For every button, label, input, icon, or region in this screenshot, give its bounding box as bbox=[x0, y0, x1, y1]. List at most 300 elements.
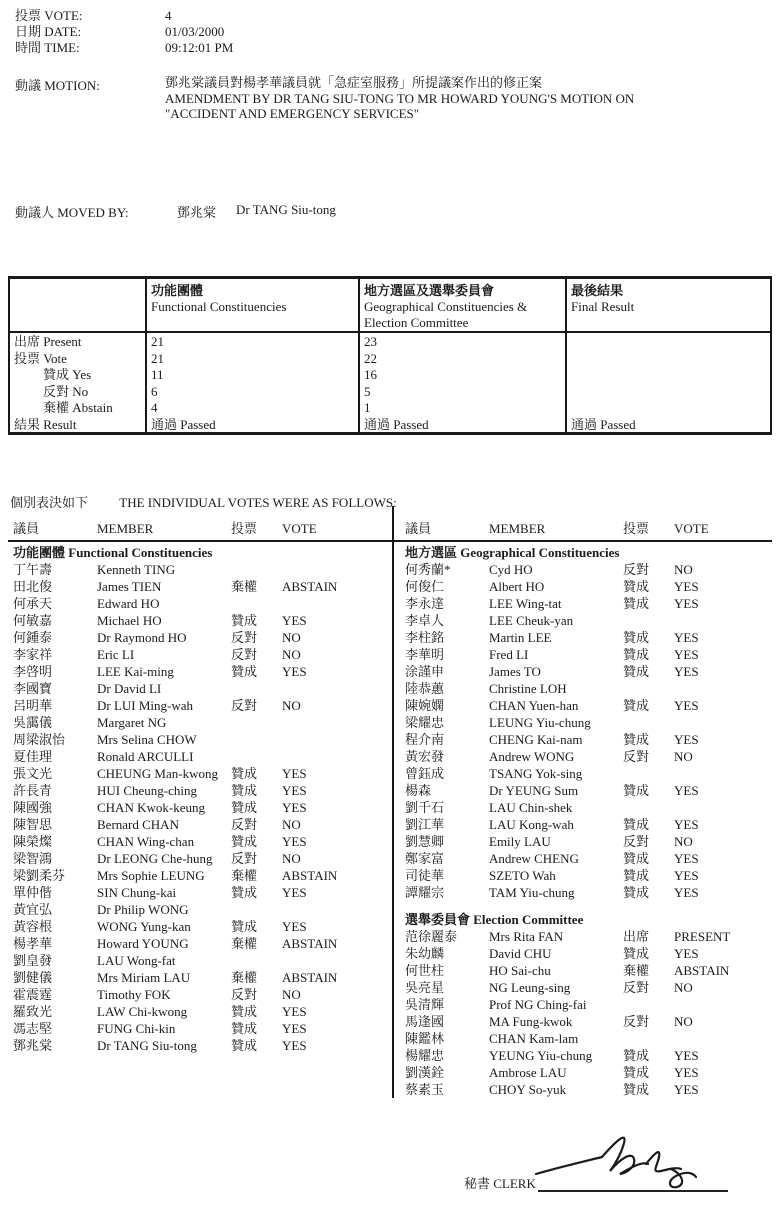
summary-row-label: 投票 Vote bbox=[14, 350, 67, 366]
member-row bbox=[13, 1037, 392, 1054]
member-vote-en: YES bbox=[674, 1082, 699, 1097]
member-row bbox=[13, 782, 392, 799]
member-vote-en: NO bbox=[282, 817, 301, 832]
summary-functional-value: 21 bbox=[146, 332, 359, 350]
member-name-zh: 劉皇發 bbox=[13, 953, 53, 968]
member-name-zh: 陳婉嫻 bbox=[405, 698, 445, 713]
member-row bbox=[13, 867, 392, 884]
individual-votes-title-en: THE INDIVIDUAL VOTES WERE AS FOLLOWS: bbox=[119, 495, 397, 510]
member-vote-zh: 反對 bbox=[231, 987, 258, 1002]
member-vote-zh: 贊成 bbox=[623, 885, 650, 900]
member-name-en: TSANG Yok-sing bbox=[489, 766, 583, 781]
member-name-en: James TO bbox=[489, 664, 541, 679]
summary-row bbox=[9, 383, 771, 400]
member-name-zh: 黃宏發 bbox=[405, 749, 445, 764]
summary-row bbox=[9, 332, 771, 350]
member-name-en: Dr LUI Ming-wah bbox=[97, 698, 194, 713]
member-vote-en: YES bbox=[674, 698, 699, 713]
member-vote-zh: 贊成 bbox=[623, 1048, 650, 1063]
member-vote-en: NO bbox=[674, 980, 693, 995]
member-vote-en: YES bbox=[282, 919, 307, 934]
member-name-zh: 李永達 bbox=[405, 596, 445, 611]
member-row bbox=[13, 629, 392, 646]
member-name-zh: 吳清輝 bbox=[405, 997, 445, 1012]
member-vote-en bbox=[674, 799, 772, 816]
member-name-en: Mrs Rita FAN bbox=[489, 929, 564, 944]
member-vote-zh bbox=[231, 952, 282, 969]
member-name-zh: 劉江華 bbox=[405, 817, 445, 832]
member-row bbox=[13, 816, 392, 833]
member-name-en: YEUNG Yiu-chung bbox=[489, 1048, 593, 1063]
member-vote-zh: 贊成 bbox=[623, 851, 650, 866]
member-row bbox=[405, 697, 772, 714]
vote-info-block bbox=[15, 8, 233, 56]
summary-geographical-value: 1 bbox=[359, 399, 566, 416]
member-name-en: Eric LI bbox=[97, 647, 135, 662]
member-name-en: CHEUNG Man-kwong bbox=[97, 766, 218, 781]
member-row bbox=[13, 799, 392, 816]
member-vote-zh: 反對 bbox=[623, 749, 650, 764]
member-vote-zh: 贊成 bbox=[231, 766, 258, 781]
summary-functional-value: 6 bbox=[146, 383, 359, 400]
member-row bbox=[405, 1030, 772, 1047]
member-vote-zh: 棄權 bbox=[231, 970, 258, 985]
member-name-en: David CHU bbox=[489, 946, 552, 961]
section-title-functional: 功能團體 Functional Constituencies bbox=[13, 545, 213, 560]
header-member-zh: 議員 bbox=[13, 521, 40, 536]
header-vote-zh: 投票 bbox=[623, 521, 650, 536]
member-name-zh: 劉慧卿 bbox=[405, 834, 445, 849]
member-vote-zh bbox=[231, 714, 282, 731]
member-name-zh: 張文光 bbox=[13, 766, 53, 781]
member-vote-zh: 贊成 bbox=[231, 1038, 258, 1053]
member-row bbox=[13, 850, 392, 867]
member-name-en: Albert HO bbox=[489, 579, 545, 594]
member-vote-zh: 贊成 bbox=[623, 579, 650, 594]
member-vote-en bbox=[282, 731, 392, 748]
member-vote-zh: 反對 bbox=[231, 851, 258, 866]
member-name-en: James TIEN bbox=[97, 579, 162, 594]
member-name-zh: 蔡素玉 bbox=[405, 1082, 445, 1097]
member-name-zh: 梁耀忠 bbox=[405, 715, 445, 730]
member-vote-zh: 贊成 bbox=[231, 664, 258, 679]
member-name-en: LAU Chin-shek bbox=[489, 800, 573, 815]
member-row bbox=[13, 901, 392, 918]
member-name-en: LEE Wing-tat bbox=[489, 596, 562, 611]
summary-geographical-value: 5 bbox=[359, 383, 566, 400]
member-row bbox=[13, 612, 392, 629]
member-row bbox=[13, 714, 392, 731]
individual-votes-title-zh: 個別表決如下 bbox=[10, 495, 89, 510]
member-name-zh: 李卓人 bbox=[405, 613, 445, 628]
left-column-header bbox=[13, 506, 392, 540]
member-vote-en: ABSTAIN bbox=[674, 963, 730, 978]
member-name-en: Christine LOH bbox=[489, 681, 567, 696]
member-name-en: Mrs Sophie LEUNG bbox=[97, 868, 205, 883]
member-name-zh: 李柱銘 bbox=[405, 630, 445, 645]
member-name-zh: 李華明 bbox=[405, 647, 445, 662]
member-vote-en: ABSTAIN bbox=[282, 868, 338, 883]
summary-row bbox=[9, 399, 771, 416]
info-value: 01/03/2000 bbox=[165, 24, 225, 39]
member-vote-en: NO bbox=[674, 1014, 693, 1029]
member-vote-en: YES bbox=[282, 1021, 307, 1036]
member-name-en: CHENG Kai-nam bbox=[489, 732, 583, 747]
member-vote-en: YES bbox=[674, 885, 699, 900]
member-vote-zh: 反對 bbox=[231, 817, 258, 832]
member-vote-zh bbox=[623, 680, 674, 697]
member-vote-en bbox=[674, 1030, 772, 1047]
member-name-zh: 田北俊 bbox=[13, 579, 53, 594]
member-name-zh: 楊森 bbox=[405, 783, 432, 798]
member-vote-zh: 贊成 bbox=[231, 783, 258, 798]
member-name-en: Michael HO bbox=[97, 613, 162, 628]
member-name-zh: 范徐麗泰 bbox=[405, 929, 458, 944]
member-row bbox=[405, 928, 772, 945]
member-name-en: SZETO Wah bbox=[489, 868, 556, 883]
member-name-zh: 周梁淑怡 bbox=[13, 732, 66, 747]
motion-line: "ACCIDENT AND EMERGENCY SERVICES" bbox=[165, 106, 420, 121]
member-name-zh: 楊耀忠 bbox=[405, 1048, 445, 1063]
summary-geographical-value: 22 bbox=[359, 350, 566, 367]
member-name-en: TAM Yiu-chung bbox=[489, 885, 575, 900]
summary-final-value bbox=[566, 366, 771, 383]
summary-functional-value: 21 bbox=[146, 350, 359, 367]
member-name-zh: 陳鑑林 bbox=[405, 1031, 445, 1046]
member-vote-en: NO bbox=[282, 630, 301, 645]
member-name-en: LAW Chi-kwong bbox=[97, 1004, 188, 1019]
member-row bbox=[405, 680, 772, 697]
member-name-en: HO Sai-chu bbox=[489, 963, 551, 978]
member-name-zh: 朱幼麟 bbox=[405, 946, 445, 961]
member-name-en: Mrs Selina CHOW bbox=[97, 732, 197, 747]
motion-block bbox=[15, 75, 634, 122]
member-row bbox=[13, 918, 392, 935]
member-row bbox=[405, 833, 772, 850]
header-member-en: MEMBER bbox=[489, 521, 546, 536]
member-row bbox=[405, 1064, 772, 1081]
member-name-zh: 譚耀宗 bbox=[405, 885, 445, 900]
member-vote-en bbox=[674, 765, 772, 782]
member-vote-en bbox=[674, 714, 772, 731]
member-vote-en: NO bbox=[674, 749, 693, 764]
member-name-zh: 何俊仁 bbox=[405, 579, 445, 594]
member-vote-zh: 棄權 bbox=[623, 963, 650, 978]
member-name-zh: 馬逢國 bbox=[405, 1014, 445, 1029]
summary-header-functional bbox=[146, 278, 359, 333]
member-vote-zh: 贊成 bbox=[623, 732, 650, 747]
member-name-zh: 曾鈺成 bbox=[405, 766, 445, 781]
member-vote-zh: 贊成 bbox=[231, 885, 258, 900]
member-vote-zh bbox=[231, 748, 282, 765]
summary-header-geographical bbox=[359, 278, 566, 333]
member-vote-en: YES bbox=[674, 851, 699, 866]
member-vote-en bbox=[282, 748, 392, 765]
member-name-en: Andrew WONG bbox=[489, 749, 575, 764]
member-row bbox=[13, 595, 392, 612]
member-vote-en bbox=[282, 595, 392, 612]
member-row bbox=[13, 1020, 392, 1037]
member-vote-zh bbox=[231, 901, 282, 918]
member-name-zh: 丁午壽 bbox=[13, 562, 53, 577]
functional-member-list bbox=[13, 561, 392, 1054]
member-vote-zh: 贊成 bbox=[623, 868, 650, 883]
member-vote-zh: 棄權 bbox=[231, 868, 258, 883]
member-name-zh: 許長青 bbox=[13, 783, 53, 798]
member-row bbox=[405, 850, 772, 867]
member-vote-en: NO bbox=[674, 834, 693, 849]
member-row bbox=[405, 799, 772, 816]
member-vote-en: YES bbox=[282, 613, 307, 628]
member-name-en: Andrew CHENG bbox=[489, 851, 579, 866]
member-row bbox=[13, 952, 392, 969]
member-name-en: Martin LEE bbox=[489, 630, 552, 645]
summary-final-value bbox=[566, 399, 771, 416]
member-name-en: LEE Cheuk-yan bbox=[489, 613, 574, 628]
member-name-zh: 陸恭蕙 bbox=[405, 681, 445, 696]
member-name-zh: 馮志堅 bbox=[13, 1021, 53, 1036]
member-row bbox=[13, 1003, 392, 1020]
member-name-zh: 李家祥 bbox=[13, 647, 53, 662]
member-vote-en: YES bbox=[282, 783, 307, 798]
member-vote-zh: 出席 bbox=[623, 929, 650, 944]
member-row bbox=[405, 612, 772, 629]
member-row bbox=[405, 867, 772, 884]
member-row bbox=[13, 765, 392, 782]
member-vote-zh: 贊成 bbox=[623, 946, 650, 961]
member-row bbox=[405, 629, 772, 646]
moved-by-label: 動議人 MOVED BY: bbox=[15, 205, 129, 220]
member-vote-zh: 贊成 bbox=[623, 783, 650, 798]
member-row bbox=[405, 595, 772, 612]
summary-header-empty bbox=[9, 278, 146, 333]
member-vote-en: YES bbox=[674, 946, 699, 961]
member-row bbox=[405, 996, 772, 1013]
member-name-en: CHOY So-yuk bbox=[489, 1082, 567, 1097]
member-row bbox=[405, 816, 772, 833]
info-row bbox=[15, 40, 233, 56]
member-name-zh: 何世柱 bbox=[405, 963, 445, 978]
member-vote-en: YES bbox=[282, 664, 307, 679]
info-row bbox=[15, 8, 233, 24]
member-row bbox=[405, 578, 772, 595]
member-vote-zh: 反對 bbox=[623, 980, 650, 995]
member-name-en: Dr Raymond HO bbox=[97, 630, 187, 645]
member-name-en: CHAN Wing-chan bbox=[97, 834, 195, 849]
member-name-en: NG Leung-sing bbox=[489, 980, 571, 995]
summary-header-row bbox=[9, 278, 771, 333]
member-name-en: Cyd HO bbox=[489, 562, 533, 577]
member-vote-zh: 反對 bbox=[623, 834, 650, 849]
member-vote-zh: 贊成 bbox=[231, 1004, 258, 1019]
member-name-en: Ronald ARCULLI bbox=[97, 749, 194, 764]
right-column bbox=[392, 506, 772, 1098]
member-name-zh: 劉千石 bbox=[405, 800, 445, 815]
header-member-en: MEMBER bbox=[97, 521, 154, 536]
section-title-geographical: 地方選區 Geographical Constituencies bbox=[405, 545, 620, 560]
member-row bbox=[405, 1081, 772, 1098]
member-row bbox=[13, 561, 392, 578]
member-name-zh: 李啓明 bbox=[13, 664, 53, 679]
motion-label: 動議 MOTION: bbox=[15, 78, 100, 93]
summary-row-label: 結果 Result bbox=[14, 416, 77, 432]
info-label: 投票 VOTE: bbox=[15, 8, 83, 23]
summary-header-final-zh: 最後結果 bbox=[571, 283, 624, 298]
member-name-zh: 鄧兆棠 bbox=[13, 1038, 53, 1053]
member-vote-en bbox=[674, 680, 772, 697]
member-vote-zh: 贊成 bbox=[623, 1065, 650, 1080]
member-vote-en bbox=[282, 561, 392, 578]
member-name-en: MA Fung-kwok bbox=[489, 1014, 573, 1029]
summary-functional-value: 通過 Passed bbox=[146, 416, 359, 434]
member-row bbox=[13, 969, 392, 986]
member-row bbox=[13, 731, 392, 748]
member-name-en: Dr LEONG Che-hung bbox=[97, 851, 213, 866]
motion-line: AMENDMENT BY DR TANG SIU-TONG TO MR HOWARD YOUNG'S MOTION ON bbox=[165, 90, 635, 106]
member-name-zh: 何鍾泰 bbox=[13, 630, 53, 645]
member-vote-zh: 贊成 bbox=[231, 800, 258, 815]
summary-row-label: 出席 Present bbox=[14, 334, 82, 349]
member-name-zh: 陳榮燦 bbox=[13, 834, 53, 849]
member-name-en: Fred LI bbox=[489, 647, 529, 662]
member-name-en: SIN Chung-kai bbox=[97, 885, 177, 900]
member-row bbox=[13, 833, 392, 850]
member-name-en: Emily LAU bbox=[489, 834, 551, 849]
member-row bbox=[405, 945, 772, 962]
member-vote-zh: 反對 bbox=[623, 562, 650, 577]
member-row bbox=[13, 578, 392, 595]
member-vote-en: YES bbox=[282, 800, 307, 815]
member-row bbox=[405, 731, 772, 748]
header-member-zh: 議員 bbox=[405, 521, 432, 536]
election-member-list bbox=[405, 928, 772, 1098]
member-vote-zh: 贊成 bbox=[623, 1082, 650, 1097]
member-vote-en: YES bbox=[282, 834, 307, 849]
summary-final-value bbox=[566, 332, 771, 350]
info-label: 時間 TIME: bbox=[15, 40, 80, 55]
mover-name-zh: 鄧兆棠 bbox=[177, 205, 217, 220]
clerk-signature-line bbox=[538, 1176, 728, 1192]
member-row bbox=[405, 782, 772, 799]
member-name-zh: 羅致光 bbox=[13, 1004, 53, 1019]
member-vote-en bbox=[674, 996, 772, 1013]
member-vote-zh: 贊成 bbox=[231, 919, 258, 934]
member-vote-en: YES bbox=[674, 596, 699, 611]
member-vote-en: YES bbox=[674, 868, 699, 883]
member-row bbox=[405, 646, 772, 663]
member-vote-en: ABSTAIN bbox=[282, 936, 338, 951]
member-row bbox=[405, 561, 772, 578]
summary-header-final-en: Final Result bbox=[571, 299, 635, 314]
member-vote-en: YES bbox=[674, 817, 699, 832]
summary-header-functional-en: Functional Constituencies bbox=[151, 299, 287, 314]
member-vote-en: YES bbox=[674, 1065, 699, 1080]
summary-final-value: 通過 Passed bbox=[566, 416, 771, 434]
member-name-zh: 劉漢銓 bbox=[405, 1065, 445, 1080]
member-name-en: Prof NG Ching-fai bbox=[489, 997, 587, 1012]
summary-header-geographical-en: Geographical Constituencies & Election Committee bbox=[364, 299, 528, 330]
member-vote-en bbox=[282, 952, 392, 969]
member-vote-en: YES bbox=[674, 647, 699, 662]
member-vote-zh: 棄權 bbox=[231, 936, 258, 951]
summary-header-functional-zh: 功能團體 bbox=[151, 283, 204, 298]
summary-header-geographical-zh: 地方選區及選舉委員會 bbox=[364, 283, 495, 298]
member-name-zh: 何敏嘉 bbox=[13, 613, 53, 628]
member-name-zh: 黃宜弘 bbox=[13, 902, 53, 917]
member-name-en: Dr YEUNG Sum bbox=[489, 783, 579, 798]
member-row bbox=[13, 986, 392, 1003]
summary-final-value bbox=[566, 383, 771, 400]
member-name-zh: 吳亮星 bbox=[405, 980, 445, 995]
member-vote-en bbox=[282, 680, 392, 697]
member-vote-zh bbox=[623, 765, 674, 782]
member-row bbox=[13, 680, 392, 697]
member-row bbox=[405, 714, 772, 731]
member-vote-zh: 贊成 bbox=[623, 664, 650, 679]
left-column bbox=[8, 506, 392, 1054]
member-name-en: Dr David LI bbox=[97, 681, 162, 696]
member-name-en: Margaret NG bbox=[97, 715, 167, 730]
member-vote-zh bbox=[623, 612, 674, 629]
member-vote-en: YES bbox=[674, 664, 699, 679]
member-name-en: Dr TANG Siu-tong bbox=[97, 1038, 197, 1053]
member-name-en: Ambrose LAU bbox=[489, 1065, 567, 1080]
summary-row-label: 棄權 Abstain bbox=[43, 400, 113, 415]
member-vote-zh bbox=[623, 996, 674, 1013]
member-vote-zh: 反對 bbox=[231, 647, 258, 662]
summary-row bbox=[9, 350, 771, 367]
member-vote-en: PRESENT bbox=[674, 929, 731, 944]
member-name-en: WONG Yung-kan bbox=[97, 919, 191, 934]
motion-text bbox=[165, 75, 634, 122]
member-vote-zh: 贊成 bbox=[623, 630, 650, 645]
member-vote-zh: 反對 bbox=[623, 1014, 650, 1029]
member-vote-en: YES bbox=[674, 630, 699, 645]
member-name-en: FUNG Chi-kin bbox=[97, 1021, 176, 1036]
member-vote-zh: 贊成 bbox=[623, 817, 650, 832]
member-vote-zh bbox=[231, 561, 282, 578]
member-name-zh: 霍震霆 bbox=[13, 987, 53, 1002]
member-name-en: Mrs Miriam LAU bbox=[97, 970, 191, 985]
member-name-zh: 李國寶 bbox=[13, 681, 53, 696]
member-vote-en: YES bbox=[674, 783, 699, 798]
member-name-zh: 司徒華 bbox=[405, 868, 445, 883]
info-label: 日期 DATE: bbox=[15, 24, 82, 39]
member-name-zh: 何承天 bbox=[13, 596, 53, 611]
member-name-zh: 吳靄儀 bbox=[13, 715, 53, 730]
member-vote-zh bbox=[231, 680, 282, 697]
member-name-zh: 程介南 bbox=[405, 732, 445, 747]
member-vote-en: NO bbox=[674, 562, 693, 577]
header-vote-zh: 投票 bbox=[231, 521, 258, 536]
member-name-zh: 梁智鴻 bbox=[13, 851, 53, 866]
info-value: 4 bbox=[165, 8, 172, 23]
motion-line: 鄧兆棠議員對楊孝華議員就「急症室服務」所提議案作出的修正案 bbox=[165, 75, 543, 90]
clerk-label: 秘書 CLERK bbox=[464, 1176, 536, 1191]
member-vote-en: NO bbox=[282, 698, 301, 713]
member-name-zh: 陳智思 bbox=[13, 817, 53, 832]
summary-table bbox=[8, 276, 772, 435]
member-vote-en: NO bbox=[282, 851, 301, 866]
member-name-zh: 單仲偕 bbox=[13, 885, 53, 900]
info-row bbox=[15, 24, 233, 40]
member-vote-en: NO bbox=[282, 987, 301, 1002]
member-row bbox=[405, 1013, 772, 1030]
member-name-zh: 陳國強 bbox=[13, 800, 53, 815]
moved-by-block bbox=[15, 202, 336, 221]
member-vote-en: YES bbox=[282, 1004, 307, 1019]
summary-final-value bbox=[566, 350, 771, 367]
